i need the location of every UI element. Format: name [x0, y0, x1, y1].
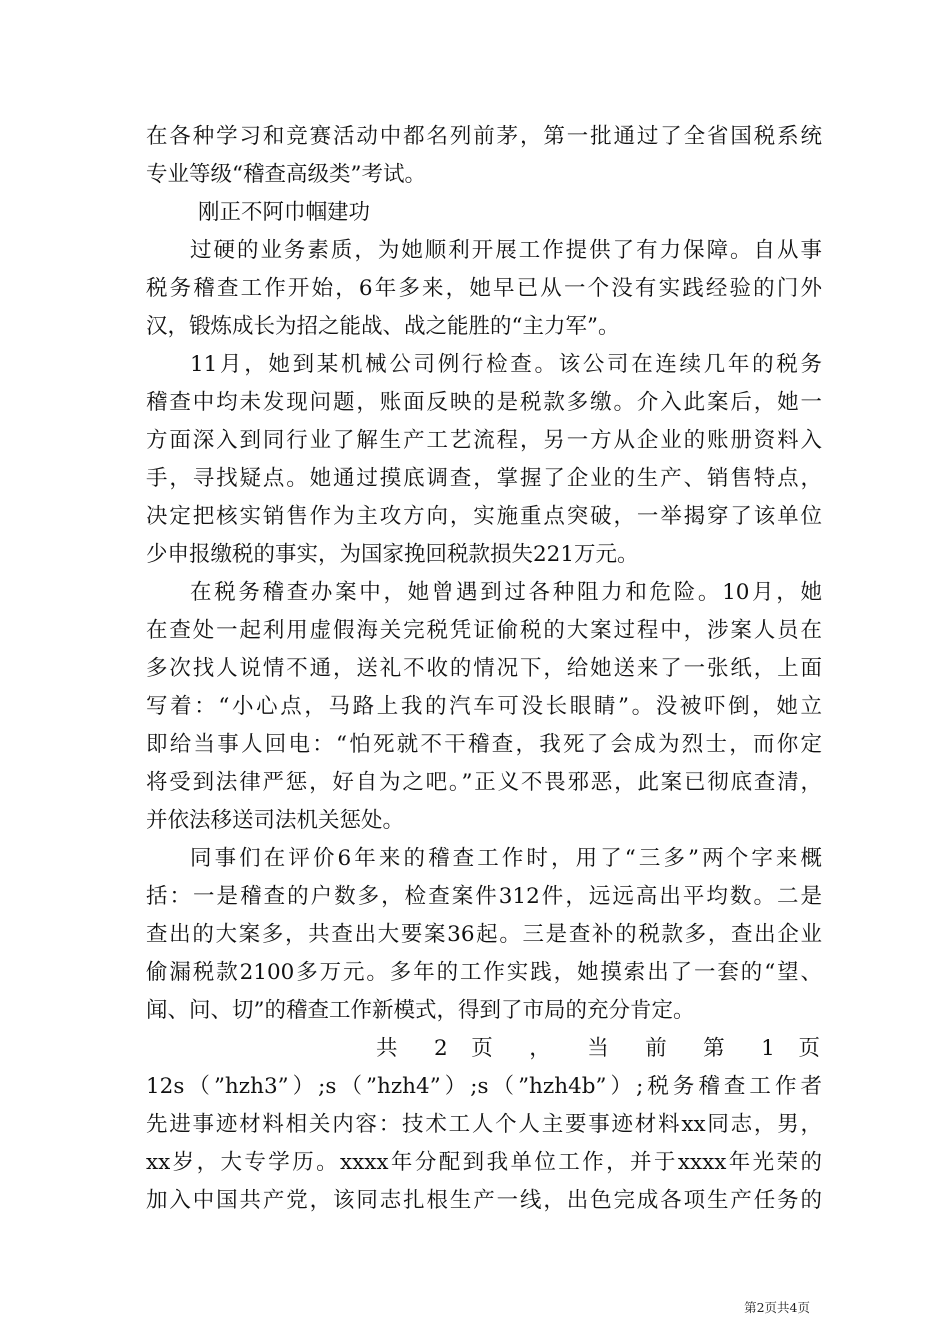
text-line: 括：一是稽查的户数多，检查案件312件，远远高出平均数。二是 — [146, 884, 822, 909]
text-line: 在各种学习和竞赛活动中都名列前茅，第一批通过了全省国税系统 — [146, 124, 822, 149]
text-line: 在查处一起利用虚假海关完税凭证偷税的大案过程中，涉案人员在 — [146, 618, 822, 643]
text-line: 决定把核实销售作为主攻方向，实施重点突破，一举揭穿了该单位 — [146, 504, 822, 529]
text-line: xx岁，大专学历。xxxx年分配到我单位工作，并于xxxx年光荣的 — [146, 1150, 822, 1175]
text-line: 少申报缴税的事实，为国家挽回税款损失221万元。 — [146, 542, 639, 567]
section-heading: 刚正不阿巾帼建功 — [198, 200, 371, 225]
text-line: 在税务稽查办案中，她曾遇到过各种阻力和危险。10月，她 — [190, 580, 822, 605]
text-line: 手，寻找疑点。她通过摸底调查，掌握了企业的生产、销售特点， — [146, 466, 822, 491]
page-number-footer: 第2页共4页 — [744, 1300, 810, 1315]
text-line: 同事们在评价6年来的稽查工作时，用了“三多”两个字来概 — [190, 846, 822, 871]
text-line: 12s（”hzh3”）;s（”hzh4”）;s（”hzh4b”）;税务稽查工作者 — [146, 1074, 822, 1099]
text-line: 专业等级“稽查高级类”考试。 — [146, 162, 426, 187]
document-body — [146, 118, 822, 1220]
text-line: 并依法移送司法机关惩处。 — [146, 808, 405, 833]
text-line: 汉，锻炼成长为招之能战、战之能胜的“主力军”。 — [146, 314, 620, 339]
text-line: 方面深入到同行业了解生产工艺流程，另一方从企业的账册资料入 — [146, 428, 822, 453]
text-line: 税务稽查工作开始，6年多来，她早已从一个没有实践经验的门外 — [146, 276, 822, 301]
text-line: 偷漏税款2100多万元。多年的工作实践，她摸索出了一套的“望、 — [146, 960, 822, 985]
text-line: 11月，她到某机械公司例行检查。该公司在连续几年的税务 — [190, 352, 822, 377]
text-line: 查出的大案多，共查出大要案36起。三是查补的税款多，查出企业 — [146, 922, 822, 947]
text-line: 加入中国共产党，该同志扎根生产一线，出色完成各项生产任务的 — [146, 1188, 822, 1213]
text-line: 闻、问、切”的稽查工作新模式，得到了市局的充分肯定。 — [146, 998, 695, 1023]
text-line: 先进事迹材料相关内容：技术工人个人主要事迹材料xx同志，男， — [146, 1112, 822, 1137]
text-line: 将受到法律严惩，好自为之吧。”正义不畏邪恶，此案已彻底查清， — [146, 770, 822, 795]
page-count-line: 共 2 页 ， 当 前 第 1 页 — [376, 1036, 822, 1061]
text-line: 多次找人说情不通，送礼不收的情况下，给她送来了一张纸，上面 — [146, 656, 822, 681]
text-line: 即给当事人回电：“怕死就不干稽查，我死了会成为烈士，而你定 — [146, 732, 822, 757]
text-line: 过硬的业务素质，为她顺利开展工作提供了有力保障。自从事 — [190, 238, 822, 263]
text-line: 稽查中均未发现问题，账面反映的是税款多缴。介入此案后，她一 — [146, 390, 822, 415]
text-line: 写着：“小心点，马路上我的汽车可没长眼睛”。没被吓倒，她立 — [146, 694, 822, 719]
